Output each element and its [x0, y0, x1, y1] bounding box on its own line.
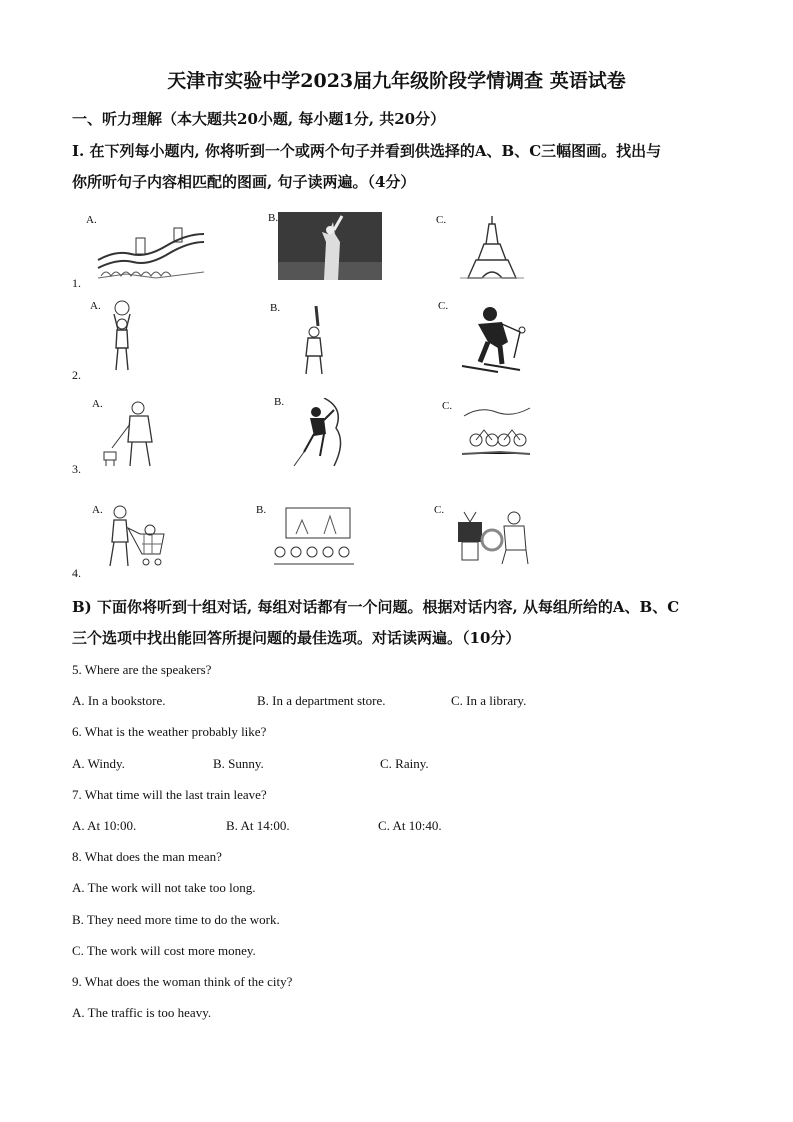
answer-option[interactable]: B. In a department store. [257, 693, 386, 708]
page-title: 天津市实验中学2023届九年级阶段学情调查 英语试卷 [167, 70, 626, 92]
picture-option[interactable] [268, 212, 383, 284]
statue-of-liberty-icon [278, 212, 382, 280]
picture-option[interactable] [438, 300, 530, 378]
skier-icon [458, 302, 528, 376]
picture-option[interactable] [86, 214, 211, 284]
answer-option[interactable]: B. They need more time to do the work. [72, 912, 280, 927]
picture-option[interactable] [256, 504, 356, 566]
item-number: 3. [72, 462, 81, 476]
option-letter: C. [438, 300, 449, 312]
option-letter: A. [86, 214, 97, 226]
option-letter: B. [268, 212, 279, 224]
question-text: 6. What is the weather probably like? [72, 724, 267, 739]
option-letter: B. [270, 302, 281, 314]
picture-option[interactable] [274, 396, 350, 466]
basketball-player-icon [102, 300, 142, 376]
option-letter: A. [90, 300, 101, 312]
option-letter: A. [92, 504, 103, 516]
question-text: 8. What does the man mean? [72, 849, 222, 864]
watching-tv-icon [454, 506, 530, 566]
option-letter: A. [92, 398, 103, 410]
part-a-line-1: Ⅰ. 在下列每小题内, 你将听到一个或两个句子并看到供选择的A、B、C三幅图画。找出与 [72, 142, 662, 160]
part-a-instructions [72, 136, 732, 198]
answer-option[interactable]: A. The work will not take too long. [72, 880, 256, 895]
part-b-line-1: B) 下面你将听到十组对话, 每组对话都有一个问题。根据对话内容, 从每组所给的A、B、C [72, 598, 680, 616]
great-wall-icon [96, 220, 206, 282]
picture-option[interactable] [92, 504, 168, 570]
part-a-line-2: 你所听句子内容相匹配的图画, 句子读两遍。（4分） [72, 173, 416, 191]
picture-option[interactable] [436, 214, 536, 282]
answer-option[interactable]: B. At 14:00. [226, 818, 290, 833]
shopping-cart-icon [100, 504, 168, 570]
question-text: 7. What time will the last train leave? [72, 787, 267, 802]
option-letter: B. [274, 396, 285, 408]
answer-option[interactable]: C. Rainy. [380, 756, 429, 771]
cycling-icon [460, 402, 532, 460]
part-b-instructions [72, 592, 732, 654]
answer-option[interactable]: A. At 10:00. [72, 818, 137, 833]
answer-option[interactable]: C. The work will cost more money. [72, 943, 256, 958]
picture-option[interactable] [442, 400, 532, 462]
picture-option[interactable] [434, 504, 530, 566]
answer-option[interactable]: A. In a bookstore. [72, 693, 166, 708]
picture-option[interactable] [270, 302, 340, 376]
answer-option[interactable]: B. Sunny. [213, 756, 264, 771]
answer-option[interactable]: A. Windy. [72, 756, 125, 771]
cinema-audience-icon [272, 506, 356, 566]
eiffel-tower-icon [456, 214, 528, 280]
question-text: 5. Where are the speakers? [72, 662, 212, 677]
rock-climbing-icon [284, 398, 350, 466]
walking-dog-icon [98, 400, 160, 468]
section-heading: 一、听力理解（本大题共20小题, 每小题1分, 共20分） [72, 110, 446, 128]
baseball-player-icon [294, 304, 334, 376]
part-b-line-2: 三个选项中找出能回答所提问题的最佳选项。对话读两遍。（10分） [72, 629, 521, 647]
answer-option[interactable]: A. The traffic is too heavy. [72, 1005, 212, 1020]
question-text: 9. What does the woman think of the city? [72, 974, 293, 989]
option-letter: C. [434, 504, 445, 516]
item-number: 2. [72, 368, 81, 382]
option-letter: B. [256, 504, 267, 516]
answer-option[interactable]: C. In a library. [451, 693, 527, 708]
item-number: 4. [72, 566, 81, 580]
picture-option[interactable] [92, 398, 162, 468]
option-letter: C. [442, 400, 453, 412]
option-letter: C. [436, 214, 447, 226]
picture-option[interactable] [90, 300, 150, 376]
answer-option[interactable]: C. At 10:40. [378, 818, 442, 833]
item-number: 1. [72, 276, 81, 290]
